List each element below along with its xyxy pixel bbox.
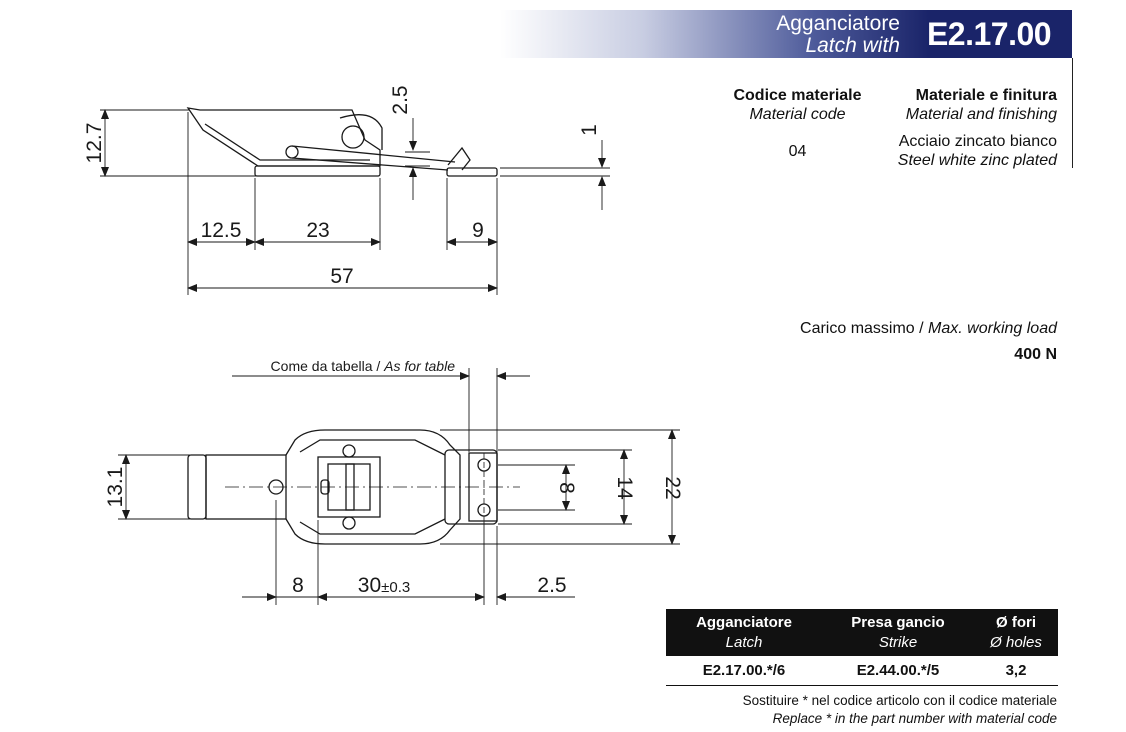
side-view bbox=[188, 108, 497, 176]
table-header-latch-en: Latch bbox=[725, 634, 763, 651]
material-finish-value-it: Acciaio zincato bianco bbox=[898, 133, 1057, 150]
top-view-dimensions bbox=[118, 368, 680, 605]
dim-57: 57 bbox=[330, 265, 354, 288]
material-finish-label-it: Materiale e finitura bbox=[915, 87, 1057, 104]
material-code-label-en: Material code bbox=[749, 106, 846, 123]
table-cell-latch-code: E2.17.00.*/6 bbox=[702, 662, 786, 679]
dim-30-main: 30 bbox=[357, 574, 382, 597]
dim-14: 14 bbox=[613, 476, 636, 500]
max-load-label-en: Max. working load bbox=[928, 320, 1057, 337]
header-product-code: E2.17.00 bbox=[926, 16, 1052, 52]
footnote-it: Sostituire * nel codice articolo con il codice materiale bbox=[742, 693, 1057, 708]
table-header-holes-it: Ø fori bbox=[996, 614, 1036, 631]
material-finish-value-en: Steel white zinc plated bbox=[897, 152, 1057, 169]
dim-2-5-top: 2.5 bbox=[537, 574, 567, 597]
dim-12-7: 12.7 bbox=[83, 122, 106, 164]
material-finish-label-en: Material and finishing bbox=[905, 106, 1057, 123]
dim-23: 23 bbox=[306, 219, 330, 242]
table-header-strike-it: Presa gancio bbox=[851, 614, 945, 631]
footnote-en: Replace * in the part number with material code bbox=[772, 711, 1057, 726]
dim-8-horizontal: 8 bbox=[292, 574, 304, 597]
material-code-value: 04 bbox=[788, 143, 807, 160]
dim-9: 9 bbox=[472, 219, 484, 242]
max-load-value: 400 N bbox=[1014, 346, 1057, 363]
dim-12-5: 12.5 bbox=[200, 219, 242, 242]
as-for-table-note-en: As for table bbox=[384, 358, 455, 374]
table-header-latch-it: Agganciatore bbox=[696, 614, 792, 631]
table-cell-strike-code: E2.44.00.*/5 bbox=[856, 662, 940, 679]
max-load-label-it: Carico massimo / bbox=[800, 320, 929, 337]
table-header-holes-en: Ø holes bbox=[990, 634, 1042, 651]
dim-13-1: 13.1 bbox=[104, 466, 127, 508]
table-cell-holes: 3,2 bbox=[1005, 662, 1027, 679]
header-title-it: Agganciatore bbox=[776, 12, 900, 35]
dim-2-5-side: 2.5 bbox=[389, 85, 412, 115]
dim-30-tolerance: ±0.3 bbox=[381, 579, 411, 596]
as-for-table-note bbox=[271, 358, 456, 374]
table-bottom-rule bbox=[666, 685, 1058, 686]
dim-30 bbox=[358, 574, 410, 597]
as-for-table-note-it: Come da tabella / bbox=[270, 358, 385, 374]
dim-8-vertical: 8 bbox=[555, 482, 578, 494]
dim-22: 22 bbox=[661, 476, 684, 500]
side-view-dimensions bbox=[100, 110, 610, 295]
table-header-strike-en: Strike bbox=[878, 634, 918, 651]
dim-1: 1 bbox=[578, 124, 601, 136]
header-title-en: Latch with bbox=[805, 34, 900, 57]
material-code-label-it: Codice materiale bbox=[733, 87, 862, 104]
